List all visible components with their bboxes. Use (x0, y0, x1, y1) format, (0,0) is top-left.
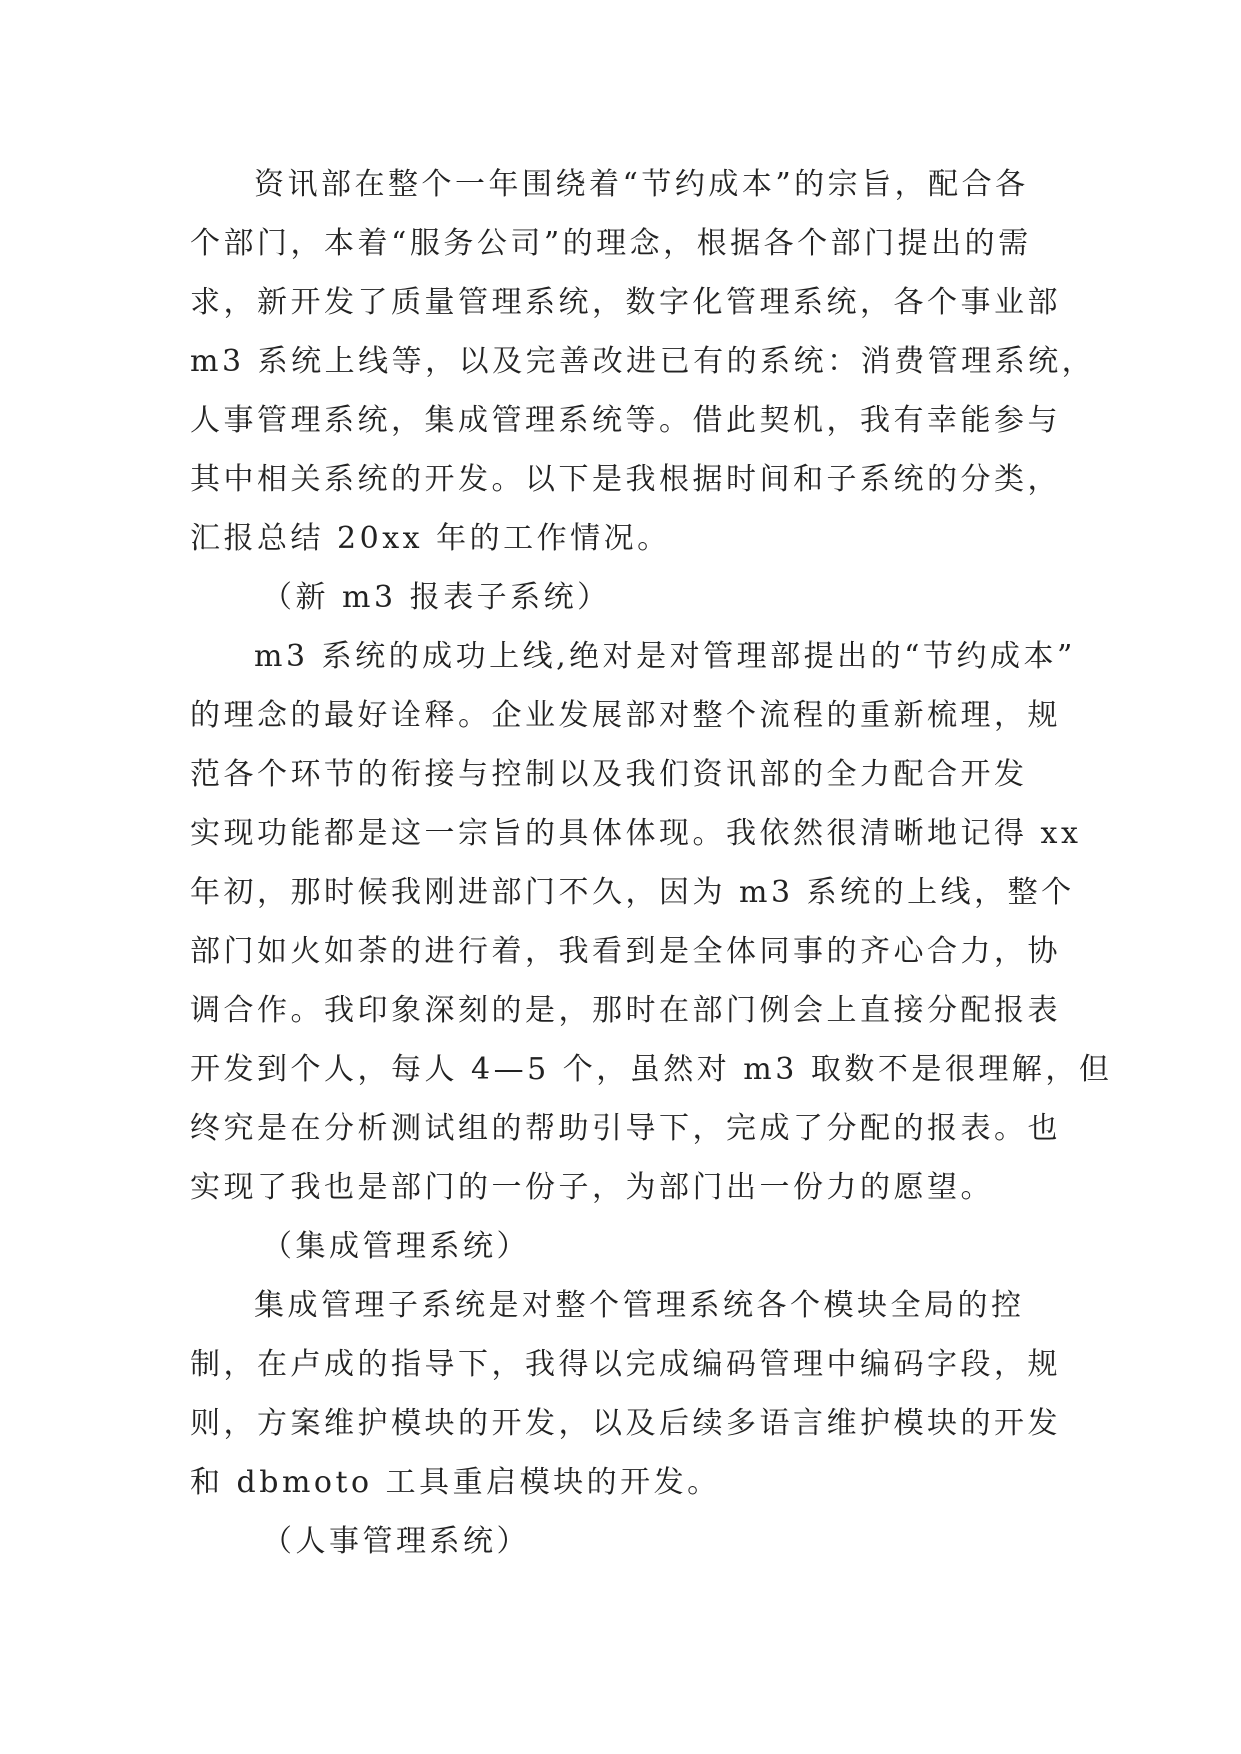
paragraph-line: 集成管理子系统是对整个管理系统各个模块全局的控 (254, 1288, 1025, 1323)
paragraph-line: m3 系统上线等，以及完善改进已有的系统：消费管理系统， (190, 344, 1096, 379)
paragraph-line: 个部门，本着“服务公司”的理念，根据各个部门提出的需 (190, 226, 1032, 261)
paragraph-line: 则，方案维护模块的开发，以及后续多语言维护模块的开发 (190, 1406, 1061, 1441)
paragraph-line: 终究是在分析测试组的帮助引导下，完成了分配的报表。也 (190, 1111, 1061, 1146)
paragraph-line: 开发到个人，每人 4—5 个，虽然对 m3 取数不是很理解，但 (190, 1052, 1113, 1087)
section-heading: （人事管理系统） (262, 1524, 530, 1559)
paragraph-line: 求，新开发了质量管理系统，数字化管理系统，各个事业部 (190, 285, 1061, 320)
paragraph-line: 和 dbmoto 工具重启模块的开发。 (190, 1465, 721, 1500)
paragraph-line: 实现功能都是这一宗旨的具体体现。我依然很清晰地记得 xx (190, 816, 1082, 851)
paragraph-line: 其中相关系统的开发。以下是我根据时间和子系统的分类， (190, 462, 1061, 497)
paragraph-line: 人事管理系统，集成管理系统等。借此契机，我有幸能参与 (190, 403, 1061, 438)
section-heading: （新 m3 报表子系统） (262, 580, 611, 615)
paragraph-line: 资讯部在整个一年围绕着“节约成本”的宗旨，配合各 (254, 167, 1029, 202)
paragraph-line: 范各个环节的衔接与控制以及我们资讯部的全力配合开发 (190, 757, 1028, 792)
paragraph-line: 部门如火如荼的进行着，我看到是全体同事的齐心合力，协 (190, 934, 1061, 969)
paragraph-line: 调合作。我印象深刻的是，那时在部门例会上直接分配报表 (190, 993, 1061, 1028)
section-heading: （集成管理系统） (262, 1229, 530, 1264)
paragraph-line: 的理念的最好诠释。企业发展部对整个流程的重新梳理，规 (190, 698, 1061, 733)
paragraph-line: 制，在卢成的指导下，我得以完成编码管理中编码字段，规 (190, 1347, 1061, 1382)
paragraph-line: 实现了我也是部门的一份子，为部门出一份力的愿望。 (190, 1170, 994, 1205)
paragraph-line: 汇报总结 20xx 年的工作情况。 (190, 521, 671, 556)
document-body (190, 155, 1113, 1571)
paragraph-line: 年初，那时候我刚进部门不久，因为 m3 系统的上线，整个 (190, 875, 1075, 910)
paragraph-line: m3 系统的成功上线,绝对是对管理部提出的“节约成本” (254, 639, 1076, 674)
